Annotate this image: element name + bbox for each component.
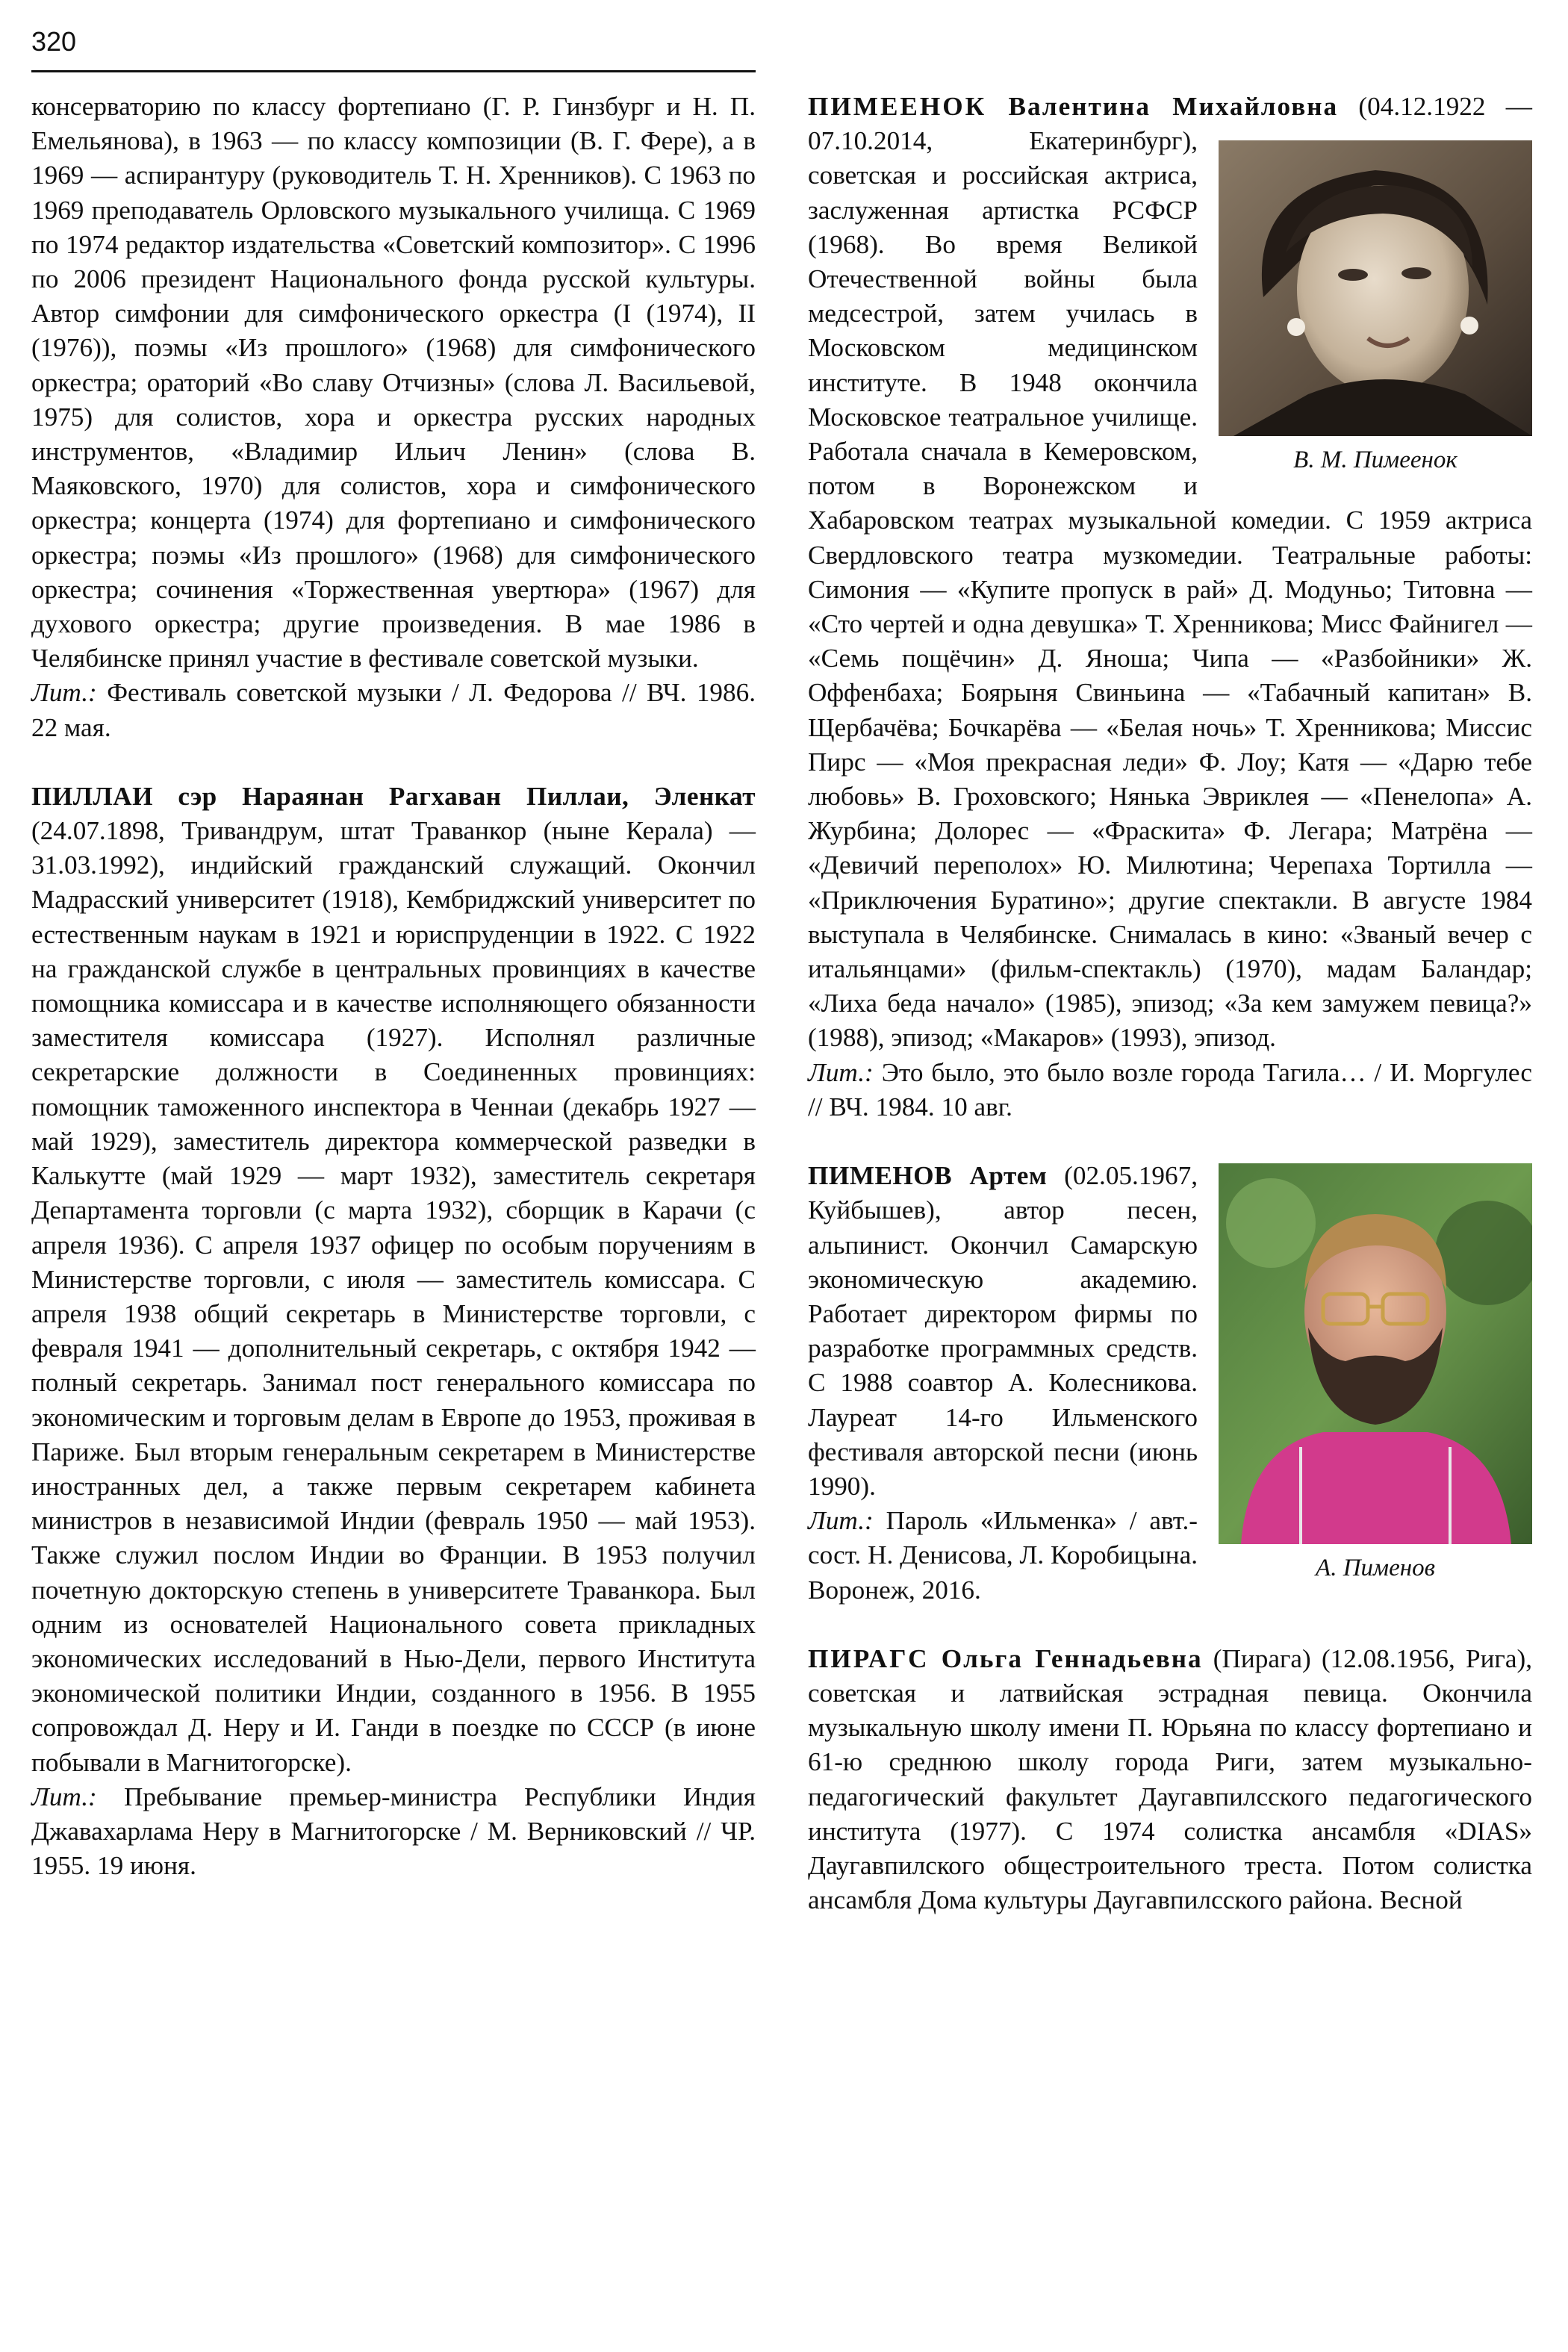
- photo-caption: А. Пименов: [1316, 1555, 1435, 1582]
- entry-body: (24.07.1898, Тривандрум, штат Траванкор (ныне Керала) — 31.03.1992), индийский гражданский служащий. Окончил Мадрасский университет (1918), Кембриджский университет по естественным наукам в 1921 и юриспруденции в 1922. С 1922 на гражданской службе в центральных провинциях в качестве помощника комиссара и в качестве исполняющего обязанности заместителя комиссара (1927). Исполнял различные секретарские должности в Соединенных провинциях: помощник таможенного инспектора в Ченнаи (декабрь 1927 — май 1929), заместитель директора коммерческой разведки в Калькутте (май 1929 — март 1932), заместитель секретаря Департамента торговли (с марта 1932), сборщик в Карачи (с апреля 1936). С апреля 1937 офицер по особым поручениям в Министерстве торговли, с июля — заместитель комиссара. С апреля 1938 общий секретарь в Министерстве торговли, с февраля 1941 — дополнительный секретарь, с октября 1942 — полный секретарь. Занимал пост генерального комиссара по экономическим и торговым делам в Европе до 1953, проживая в Париже. Был вторым генеральным секретарем в Министерстве иностранных дел, а также первым секретарем кабинета министров в независимой Индии (февраль 1950 — май 1953). Также служил послом Индии во Франции. В 1953 получил почетную докторскую степень в университете Траванкора. Был одним из основателей Национального совета прикладных экономических исследований в Нью-Дели, первого Института экономической политики Индии, созданного в 1956. В 1955 сопровождал Д. Неру и И. Ганди в поездке по СССР (в июне побывали в Магнитогорске).: [31, 816, 756, 1777]
- right-column: [808, 90, 1532, 1952]
- entry-text: [808, 1642, 1532, 1918]
- entry-pillai: [31, 780, 756, 1884]
- portrait-photo: [1219, 1163, 1532, 1544]
- entry-headword: ПИМЕНОВ Артем: [808, 1161, 1048, 1191]
- photo-figure: [1219, 1163, 1532, 1584]
- entry-body: (04.12.1922 — 07.10.2014, Екатеринбург), советская и российская актриса, заслуженная артистка РСФСР (1968). Во время Великой Отечественной войны была медсестрой, затем училась в Московском медицинском институте. В 1948 окончила Московское театральное училище. Работала сначала в Кемеровском, потом в Воронежском и Хабаровском театрах музыкальной комедии. С 1959 актриса Свердловского театра музкомедии. Театральные работы: Симония — «Купите пропуск в рай» Д. Модуньо; Титовна — «Сто чертей и одна девушка» Т. Хренникова; Мисс Файнигел — «Семь пощёчин» Д. Яноша; Чипа — «Разбойники» Ж. Оффенбаха; Боярыня Свиньина — «Табачный капитан» В. Щербачёва; Бочкарёва — «Белая ночь» Т. Хренникова; Миссис Пирс — «Моя прекрасная леди» Ф. Лоу; Катя — «Дарю тебе любовь» В. Гроховского; Нянька Эвриклея — «Пенелопа» А. Журбина; Долорес — «Фраскита» Ф. Легара; Матрёна — «Девичий переполох» Ю. Милютина; Черепаха Тортилла — «Приключения Буратино»; другие спектакли. В августе 1984 выступала в Челябинске. Снималась в кино: «Званый вечер с итальянцами» (фильм-спектакль) (1970), мадам Баландар; «Лиха беда начало» (1985), эпизод; «За кем замужем певица?» (1988), эпизод; «Макаров» (1993), эпизод.: [808, 92, 1532, 1053]
- entry-body: (Пирага) (12.08.1956, Рига), советская и латвийская эстрадная певица. Окончила музыкальную школу имени П. Юрьяна по классу фортепиано и 61-ю среднюю школу города Риги, затем музыкально-педагогический факультет Даугавпилсского педагогического института (1977). С 1974 солистка ансамбля «DIAS» Даугавпилского общестроительного треста. Потом солистка ансамбля Дома культуры Даугавпилсского района. Весной: [808, 1643, 1532, 1915]
- portrait-photo: [1219, 140, 1532, 436]
- entry-continuation: [31, 90, 756, 745]
- entry-literature: [808, 1056, 1532, 1124]
- entry-text: [31, 780, 756, 1780]
- entry-headword: ПИМЕЕНОК: [808, 92, 987, 121]
- literature-label: Лит.:: [31, 678, 97, 708]
- literature-label: Лит.:: [808, 1506, 874, 1536]
- entry-headword: ПИЛЛАИ сэр Нараянан Рагхаван Пиллаи, Эленкат: [31, 781, 756, 811]
- literature-text: Пребывание премьер-министра Республики Индия Джавахарлама Неру в Магнитогорске / М. Верниковский // ЧР. 1955. 19 июня.: [31, 1782, 756, 1881]
- literature-text: Пароль «Ильменка» / авт.-сост. Н. Денисова, Л. Коробицына. Воронеж, 2016.: [808, 1506, 1198, 1605]
- left-column: [31, 90, 756, 1917]
- header-rule: [31, 70, 756, 72]
- entry-pimenov: [808, 1159, 1532, 1608]
- entry-headword: ПИРАГС: [808, 1643, 930, 1673]
- entry-headword-given: Валентина Михайловна: [986, 92, 1339, 121]
- literature-label: Лит.:: [808, 1057, 874, 1087]
- literature-text: Фестиваль советской музыки / Л. Федорова // ВЧ. 1986. 22 мая.: [31, 678, 756, 742]
- photo-figure: [1219, 140, 1532, 476]
- entry-pimeenok: [808, 90, 1532, 1124]
- entry-text: консерваторию по классу фортепиано (Г. Р. Гинзбург и Н. П. Емельянова), в 1963 — по классу композиции (В. Г. Фере), а в 1969 — аспирантуру (руководитель Т. Н. Хренников). С 1963 по 1969 преподаватель Орловского музыкального училища. С 1969 по 1974 редактор издательства «Советский композитор». С 1996 по 2006 президент Национального фонда русской культуры. Автор симфонии для симфонического оркестра (I (1974), II (1976)), поэмы «Из прошлого» (1968) для симфонического оркестра; ораторий «Во славу Отчизны» (слова Л. Васильевой, 1975) для солистов, хора и оркестра русских народных инструментов, «Владимир Ильич Ленин» (слова В. Маяковского, 1970) для солистов, хора и симфонического оркестра; концерта (1974) для фортепиано и симфонического оркестра; поэмы «Из прошлого» (1968) для симфонического оркестра; сочинения «Торжественная увертюра» (1967) для духового оркестра; другие произведения. В мае 1986 в Челябинске принял участие в фестивале советской музыки.: [31, 92, 756, 673]
- photo-caption: В. М. Пимеенок: [1293, 447, 1457, 474]
- entry-headword-given: Ольга Геннадьевна: [929, 1643, 1203, 1673]
- entry-literature: [31, 676, 756, 744]
- literature-text: Это было, это было возле города Тагила… / И. Моргулес // ВЧ. 1984. 10 авг.: [808, 1057, 1532, 1121]
- entry-text: [808, 90, 1532, 1056]
- entry-literature: [31, 1780, 756, 1884]
- literature-label: Лит.:: [31, 1782, 97, 1811]
- page-number: 320: [31, 26, 77, 57]
- entry-body: (02.05.1967, Куйбышев), автор песен, альпинист. Окончил Самарскую экономическую академию. Работает директором фирмы по разработке программных средств. С 1988 соавтор А. Колесникова. Лауреат 14-го Ильменского фестиваля авторской песни (июнь 1990).: [808, 1161, 1198, 1501]
- entry-pirags: [808, 1642, 1532, 1918]
